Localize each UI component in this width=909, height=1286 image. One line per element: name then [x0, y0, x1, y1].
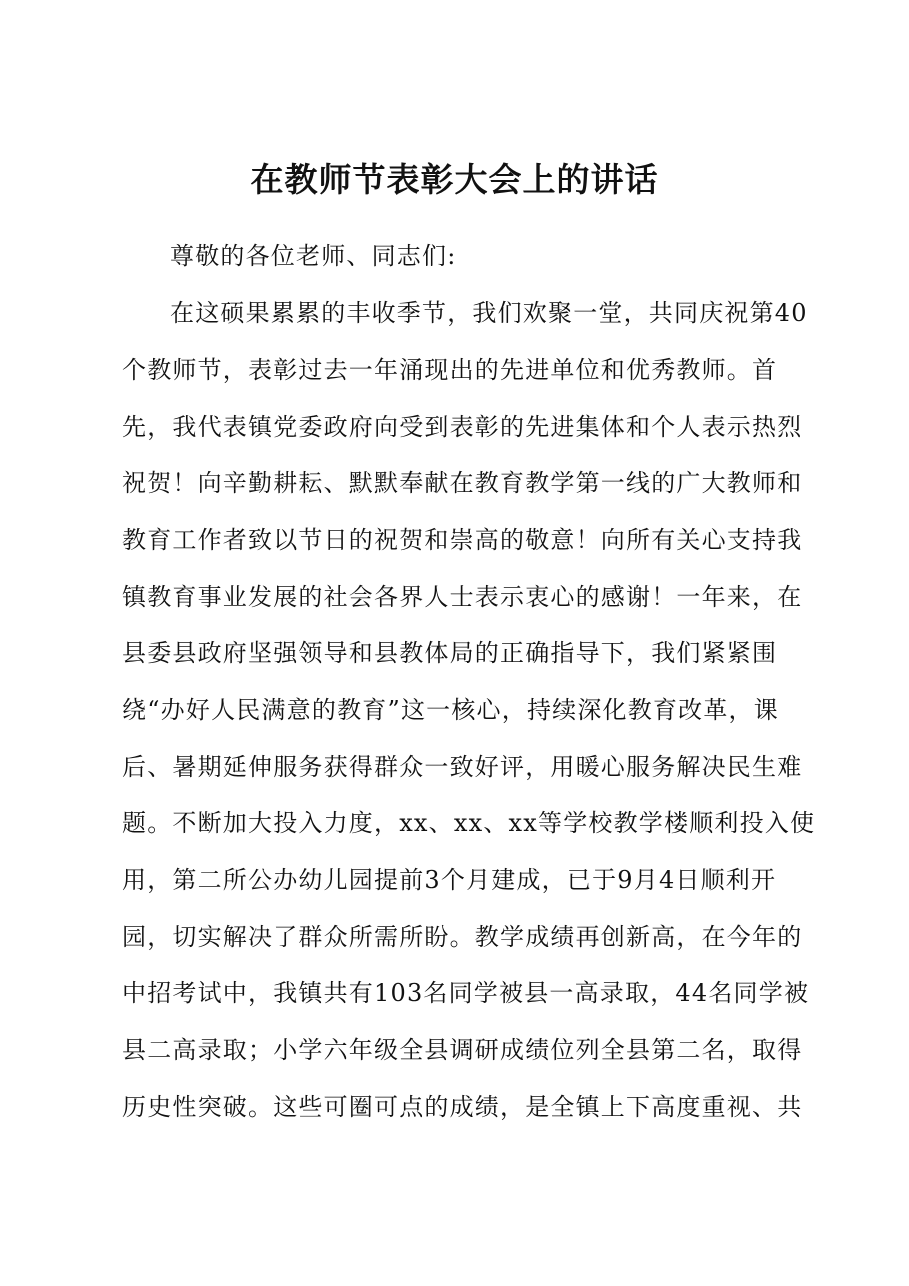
- body-line: 历史性突破。这些可圈可点的成绩，是全镇上下高度重视、共: [122, 1093, 803, 1121]
- body-line: 祝贺！向辛勤耕耘、默默奉献在教育教学第一线的广大教师和: [122, 469, 803, 497]
- body-line: 园，切实解决了群众所需所盼。教学成绩再创新高，在今年的: [122, 923, 803, 951]
- body-line: 用，第二所公办幼儿园提前3个月建成，已于9月4日顺利开: [122, 866, 777, 894]
- body-line: 县委县政府坚强领导和县教体局的正确指导下，我们紧紧围: [122, 639, 778, 667]
- body-line: 个教师节，表彰过去一年涌现出的先进单位和优秀教师。首: [122, 356, 778, 384]
- body-line: 县二高录取；小学六年级全县调研成绩位列全县第二名，取得: [122, 1036, 803, 1064]
- body-line: 镇教育事业发展的社会各界人士表示衷心的感谢！一年来，在: [122, 583, 803, 611]
- body-line: 在这硕果累累的丰收季节，我们欢聚一堂，共同庆祝第40: [170, 299, 808, 327]
- body-line: 后、暑期延伸服务获得群众一致好评，用暖心服务解决民生难: [122, 753, 803, 781]
- body-line: 教育工作者致以节日的祝贺和崇高的敬意！向所有关心支持我: [122, 526, 803, 554]
- body-line: 题。不断加大投入力度，xx、xx、xx等学校教学楼顺利投入使: [122, 809, 816, 837]
- body-line: 绕“办好人民满意的教育”这一核心，持续深化教育改革，课: [122, 696, 779, 724]
- document-title: 在教师节表彰大会上的讲话: [250, 160, 659, 199]
- greeting-line: 尊敬的各位老师、同志们:: [170, 242, 457, 270]
- body-line: 中招考试中，我镇共有103名同学被县一高录取，44名同学被: [122, 979, 810, 1007]
- body-line: 先，我代表镇党委政府向受到表彰的先进集体和个人表示热烈: [122, 413, 803, 441]
